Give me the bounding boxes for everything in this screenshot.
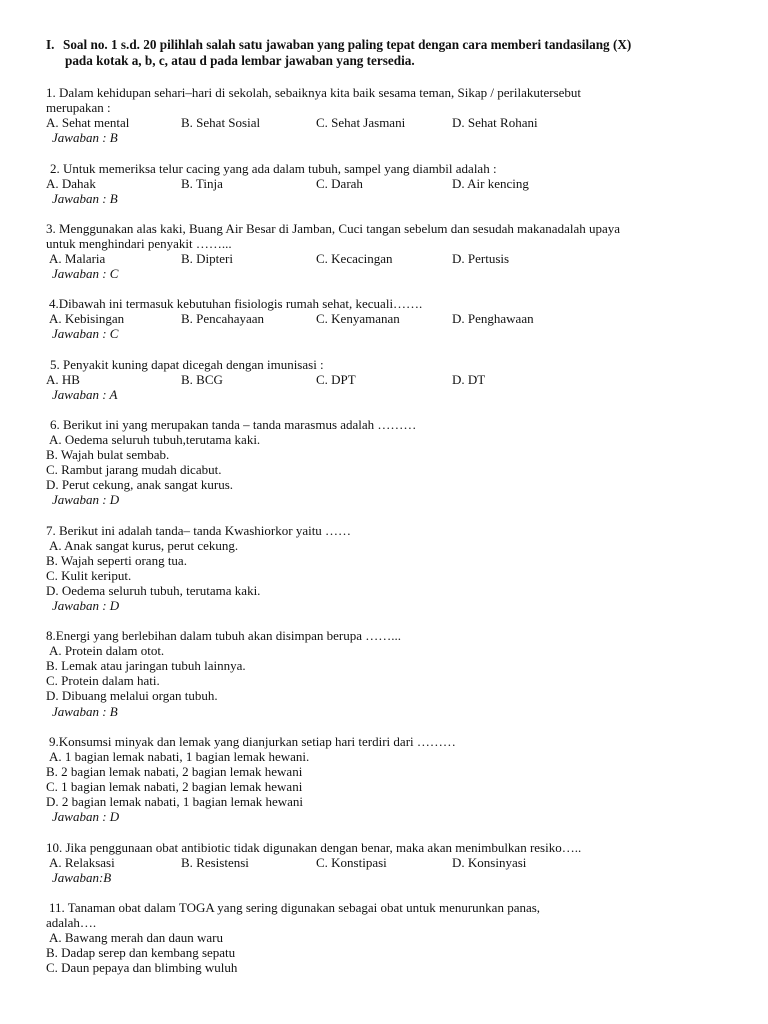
question-2-options	[46, 176, 726, 191]
question-11-option-b: B. Dadap serep dan kembang sepatu	[46, 945, 236, 960]
option-b: B. Pencahayaan	[181, 311, 265, 326]
option-a: A. Relaksasi	[49, 855, 115, 870]
option-c: C. Kenyamanan	[316, 311, 400, 326]
question-9-option-b: B. 2 bagian lemak nabati, 2 bagian lemak hewani	[46, 764, 303, 779]
option-d: D. Pertusis	[452, 251, 510, 266]
option-a: A. Malaria	[49, 251, 106, 266]
question-7-option-a: A. Anak sangat kurus, perut cekung.	[49, 538, 239, 553]
question-3-answer: Jawaban : C	[52, 266, 119, 281]
option-c: C. Darah	[316, 176, 363, 191]
option-a: A. Sehat mental	[46, 115, 130, 130]
question-5-answer: Jawaban : A	[52, 387, 118, 402]
question-11-text-cont: adalah….	[46, 915, 97, 930]
question-4-text: 4.Dibawah ini termasuk kebutuhan fisiologis rumah sehat, kecuali…….	[49, 296, 423, 311]
question-8-option-b: B. Lemak atau jaringan tubuh lainnya.	[46, 658, 246, 673]
question-11-text: 11. Tanaman obat dalam TOGA yang sering digunakan sebagai obat untuk menurunkan panas,	[49, 900, 541, 915]
question-6-option-d: D. Perut cekung, anak sangat kurus.	[46, 477, 234, 492]
option-d: D. Penghawaan	[452, 311, 534, 326]
question-8-text: 8.Energi yang berlebihan dalam tubuh akan disimpan berupa ……...	[46, 628, 401, 643]
question-7-option-b: B. Wajah seperti orang tua.	[46, 553, 187, 568]
question-8-option-a: A. Protein dalam otot.	[49, 643, 165, 658]
question-6-option-b: B. Wajah bulat sembab.	[46, 447, 170, 462]
question-8-option-d: D. Dibuang melalui organ tubuh.	[46, 688, 218, 703]
question-1-answer: Jawaban : B	[52, 130, 118, 145]
question-6-text: 6. Berikut ini yang merupakan tanda – tanda marasmus adalah ………	[50, 417, 417, 432]
option-c: C. Konstipasi	[316, 855, 387, 870]
option-c: C. DPT	[316, 372, 356, 387]
question-9-option-a: A. 1 bagian lemak nabati, 1 bagian lemak hewani.	[49, 749, 310, 764]
question-3-text-cont: untuk menghindari penyakit ……...	[46, 236, 232, 251]
question-4-options	[46, 311, 726, 326]
question-2-answer: Jawaban : B	[52, 191, 118, 206]
question-7-option-d: D. Oedema seluruh tubuh, terutama kaki.	[46, 583, 261, 598]
instruction-line-2: pada kotak a, b, c, atau d pada lembar jawaban yang tersedia.	[65, 53, 415, 68]
option-b: B. BCG	[181, 372, 223, 387]
question-1-options	[46, 115, 726, 130]
question-6-answer: Jawaban : D	[52, 492, 120, 507]
option-c: C. Sehat Jasmani	[316, 115, 406, 130]
question-9-option-c: C. 1 bagian lemak nabati, 2 bagian lemak hewani	[46, 779, 303, 794]
question-5-text: 5. Penyakit kuning dapat dicegah dengan imunisasi :	[50, 357, 324, 372]
option-d: D. Konsinyasi	[452, 855, 527, 870]
question-3-options	[46, 251, 726, 266]
question-8-answer: Jawaban : B	[52, 704, 118, 719]
option-b: B. Sehat Sosial	[181, 115, 261, 130]
option-b: B. Tinja	[181, 176, 223, 191]
question-6-option-a: A. Oedema seluruh tubuh,terutama kaki.	[49, 432, 261, 447]
question-11-option-c: C. Daun pepaya dan blimbing wuluh	[46, 960, 238, 975]
question-9-option-d: D. 2 bagian lemak nabati, 1 bagian lemak hewani	[46, 794, 304, 809]
question-7-text: 7. Berikut ini adalah tanda– tanda Kwashiorkor yaitu ……	[46, 523, 352, 538]
option-d: D. Sehat Rohani	[452, 115, 538, 130]
question-10-text: 10. Jika penggunaan obat antibiotic tidak digunakan dengan benar, maka akan menimbulkan resiko…..	[46, 840, 582, 855]
question-2-text: 2. Untuk memeriksa telur cacing yang ada dalam tubuh, sampel yang diambil adalah :	[50, 161, 497, 176]
option-b: B. Dipteri	[181, 251, 233, 266]
option-a: A. Dahak	[46, 176, 96, 191]
question-9-text: 9.Konsumsi minyak dan lemak yang dianjurkan setiap hari terdiri dari ………	[49, 734, 456, 749]
question-10-answer: Jawaban:B	[52, 870, 112, 885]
question-5-options	[46, 372, 726, 387]
option-b: B. Resistensi	[181, 855, 249, 870]
section-number: I.	[46, 37, 55, 52]
instruction-line-1: Soal no. 1 s.d. 20 pilihlah salah satu jawaban yang paling tepat dengan cara memberi tandasilang (X)	[63, 37, 632, 52]
question-8-option-c: C. Protein dalam hati.	[46, 673, 160, 688]
question-1-text-cont: merupakan :	[46, 100, 111, 115]
question-7-option-c: C. Kulit keriput.	[46, 568, 132, 583]
question-9-answer: Jawaban : D	[52, 809, 120, 824]
option-a: A. Kebisingan	[49, 311, 125, 326]
option-d: D. Air kencing	[452, 176, 529, 191]
question-3-text: 3. Menggunakan alas kaki, Buang Air Besar di Jamban, Cuci tangan sebelum dan sesudah makanadalah upaya	[46, 221, 621, 236]
question-10-options	[46, 855, 726, 870]
question-1-text: 1. Dalam kehidupan sehari–hari di sekolah, sebaiknya kita baik sesama teman, Sikap / perilakutersebut	[46, 85, 582, 100]
option-a: A. HB	[46, 372, 80, 387]
question-11-option-a: A. Bawang merah dan daun waru	[49, 930, 223, 945]
question-4-answer: Jawaban : C	[52, 326, 119, 341]
option-c: C. Kecacingan	[316, 251, 393, 266]
option-d: D. DT	[452, 372, 486, 387]
question-6-option-c: C. Rambut jarang mudah dicabut.	[46, 462, 222, 477]
question-7-answer: Jawaban : D	[52, 598, 120, 613]
